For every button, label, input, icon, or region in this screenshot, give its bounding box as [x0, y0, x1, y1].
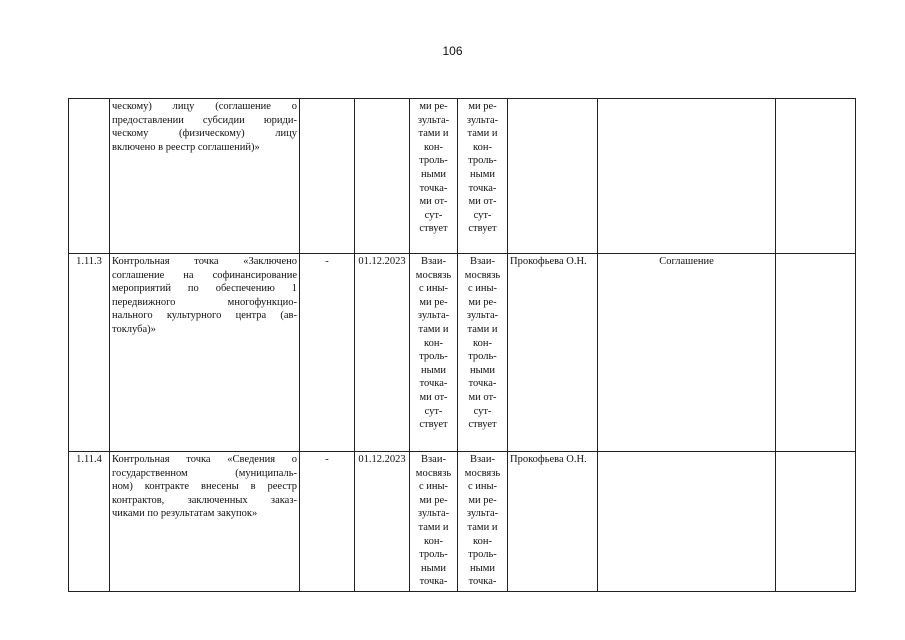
predecessor-cell-line: кон-	[424, 141, 443, 153]
successor-cell	[458, 99, 508, 254]
document-cell: Соглашение	[598, 254, 776, 452]
successor-cell-line: ми ре-	[468, 101, 497, 112]
successor-cell-line: ми ре-	[468, 494, 497, 506]
predecessor-cell-line: ствует	[419, 223, 448, 235]
responsible-cell: Прокофьева О.Н.	[508, 452, 598, 592]
successor-cell-line: ствует	[468, 223, 497, 235]
description-cell-line: предоставлении субсидии юриди-	[112, 114, 297, 126]
predecessor-cell-line: ми от-	[419, 196, 448, 208]
predecessor-cell	[410, 99, 458, 254]
predecessor-cell-line: зульта-	[417, 114, 450, 126]
successor-cell-line: зульта-	[466, 508, 499, 520]
successor-cell-line: кон-	[473, 337, 492, 349]
successor-cell-line: мосвязь	[464, 269, 501, 281]
row-number-cell: 1.11.3	[69, 254, 110, 452]
predecessor-cell-line: с ины-	[418, 481, 449, 493]
successor-cell-line: Взаи-	[470, 454, 495, 465]
end-date-cell	[355, 99, 410, 254]
predecessor-cell-line: кон-	[424, 337, 443, 349]
predecessor-cell-line: троль-	[419, 155, 448, 167]
predecessor-cell-line: зульта-	[417, 310, 450, 322]
successor-cell-line: тами и	[467, 323, 498, 335]
predecessor-cell-line: ми от-	[419, 391, 448, 403]
row-number-cell: 1.11.4	[69, 452, 110, 592]
successor-cell-line: ными	[470, 364, 495, 376]
document-cell	[598, 452, 776, 592]
successor-cell-line: с ины-	[467, 481, 498, 493]
description-cell-line: ческому (физическому) лицу	[112, 128, 297, 140]
description-cell-line: ческому) лицу (соглашение о	[112, 101, 297, 112]
end-date-cell: 01.12.2023	[355, 452, 410, 592]
document-cell	[598, 99, 776, 254]
table-row	[69, 99, 856, 254]
description-cell-line: включено в реестр соглашений)»	[112, 141, 260, 153]
description-cell-line: чиками по результатам закупок»	[112, 508, 258, 520]
responsible-cell: Прокофьева О.Н.	[508, 254, 598, 452]
predecessor-cell-line: точка-	[419, 182, 448, 194]
successor-cell-line: троль-	[468, 549, 497, 561]
description-cell-line: соглашение на софинансирование	[112, 269, 297, 281]
successor-cell-line: мосвязь	[464, 467, 501, 479]
predecessor-cell-line: ствует	[419, 419, 448, 431]
predecessor-cell-line: точка-	[419, 576, 448, 588]
description-cell	[110, 452, 300, 592]
successor-cell-line: тами и	[467, 128, 498, 140]
predecessor-cell-line: ми ре-	[419, 296, 448, 308]
predecessor-cell-line: ми ре-	[419, 101, 448, 112]
description-cell-line: нального культурного центра (ав-	[112, 310, 297, 322]
predecessor-cell-line: троль-	[419, 549, 448, 561]
description-cell-line: передвижного многофункцио-	[112, 296, 297, 308]
successor-cell-line: ми от-	[468, 196, 497, 208]
successor-cell-line: зульта-	[466, 310, 499, 322]
successor-cell-line: троль-	[468, 351, 497, 363]
description-cell-line: ном) контракте внесены в реестр	[112, 481, 297, 493]
predecessor-cell-line: точка-	[419, 378, 448, 390]
successor-cell-line: ми ре-	[468, 296, 497, 308]
predecessor-cell-line: ными	[421, 562, 446, 574]
start-date-cell	[300, 99, 355, 254]
predecessor-cell-line: с ины-	[418, 283, 449, 295]
description-cell	[110, 99, 300, 254]
predecessor-cell-line: зульта-	[417, 508, 450, 520]
successor-cell-line: сут-	[473, 405, 492, 417]
info-system-cell	[776, 99, 856, 254]
predecessor-cell-line: тами и	[418, 521, 449, 533]
control-points-table	[68, 98, 856, 592]
successor-cell-line: сут-	[473, 209, 492, 221]
successor-cell-line: ными	[470, 562, 495, 574]
predecessor-cell	[410, 254, 458, 452]
start-date-cell: -	[300, 254, 355, 452]
predecessor-cell-line: сут-	[424, 405, 443, 417]
start-date-cell: -	[300, 452, 355, 592]
page-number: 106	[442, 44, 463, 58]
successor-cell-line: зульта-	[466, 114, 499, 126]
predecessor-cell-line: Взаи-	[421, 256, 446, 267]
end-date-cell: 01.12.2023	[355, 254, 410, 452]
table-row	[69, 452, 856, 592]
successor-cell-line: ми от-	[468, 391, 497, 403]
predecessor-cell-line: тами и	[418, 128, 449, 140]
successor-cell-line: тами и	[467, 521, 498, 533]
description-cell-line: Контрольная точка «Сведения о	[112, 454, 297, 465]
description-cell-line: токлуба)»	[112, 323, 156, 335]
predecessor-cell	[410, 452, 458, 592]
table-row	[69, 254, 856, 452]
predecessor-cell-line: сут-	[424, 209, 443, 221]
row-number-cell	[69, 99, 110, 254]
predecessor-cell-line: ными	[421, 364, 446, 376]
predecessor-cell-line: троль-	[419, 351, 448, 363]
predecessor-cell-line: мосвязь	[415, 467, 452, 479]
successor-cell-line: точка-	[468, 378, 497, 390]
info-system-cell	[776, 452, 856, 592]
table-body	[69, 99, 856, 592]
successor-cell-line: кон-	[473, 141, 492, 153]
successor-cell	[458, 452, 508, 592]
description-cell-line: мероприятий по обеспечению 1	[112, 283, 297, 295]
successor-cell-line: ными	[470, 168, 495, 180]
description-cell-line: контрактов, заключенных заказ-	[112, 494, 297, 506]
successor-cell-line: ствует	[468, 419, 497, 431]
successor-cell	[458, 254, 508, 452]
description-cell-line: Контрольная точка «Заключено	[112, 256, 297, 267]
successor-cell-line: с ины-	[467, 283, 498, 295]
predecessor-cell-line: кон-	[424, 535, 443, 547]
description-cell	[110, 254, 300, 452]
successor-cell-line: точка-	[468, 576, 497, 588]
predecessor-cell-line: мосвязь	[415, 269, 452, 281]
predecessor-cell-line: ми ре-	[419, 494, 448, 506]
predecessor-cell-line: тами и	[418, 323, 449, 335]
predecessor-cell-line: ными	[421, 168, 446, 180]
responsible-cell	[508, 99, 598, 254]
info-system-cell	[776, 254, 856, 452]
successor-cell-line: троль-	[468, 155, 497, 167]
successor-cell-line: Взаи-	[470, 256, 495, 267]
successor-cell-line: точка-	[468, 182, 497, 194]
predecessor-cell-line: Взаи-	[421, 454, 446, 465]
description-cell-line: государственном (муниципаль-	[112, 467, 297, 479]
successor-cell-line: кон-	[473, 535, 492, 547]
